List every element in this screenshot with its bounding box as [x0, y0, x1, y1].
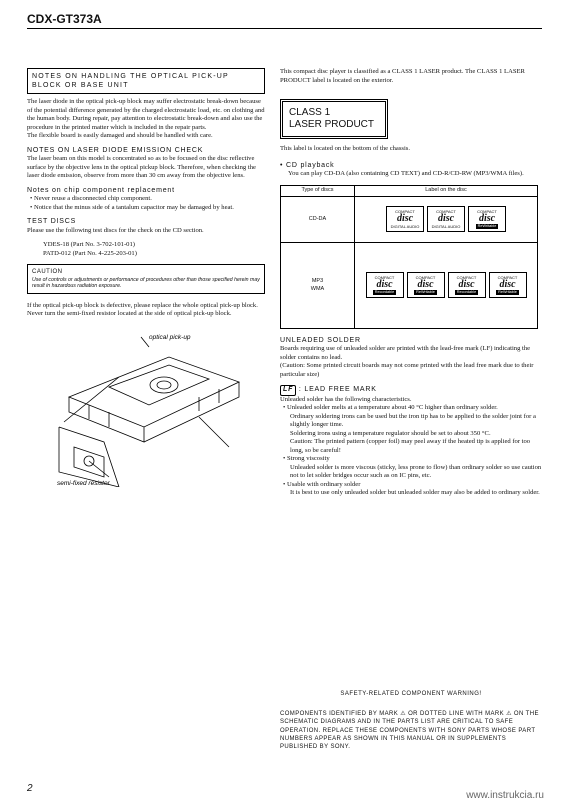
- laser-text: The laser beam on this model is concentrated so as to be focused on the disc reflective surface by the objective lens in the optical pickup block. Therefore, when checking the laser diode emission, observe from more than 30 cm away from the objective lens.: [27, 155, 256, 179]
- chip-item: • Notice that the minus side of a tantalum capacitor may be damaged by heat.: [30, 203, 234, 211]
- caution-title: CAUTION: [32, 269, 63, 275]
- watermark: www.instrukcia.ru: [466, 790, 544, 801]
- unleaded-title: UNLEADED SOLDER: [280, 336, 361, 344]
- lf-item: • Strong viscosity: [283, 455, 330, 462]
- cd-r-logo-icon: COMPACT disc Recordable: [448, 272, 486, 298]
- cd-playback-text: You can play CD-DA (also containing CD TEXT) and CD-R/CD-RW (MP3/WMA files).: [288, 170, 524, 177]
- chip-item: • Never reuse a disconnected chip component.: [30, 195, 152, 202]
- left-column: [27, 68, 265, 487]
- lf-item: • Unleaded solder melts at a temperature about 40 °C higher than ordinary solder.: [283, 404, 498, 411]
- cd-rw-logo-icon: COMPACT disc ReWritable: [468, 206, 506, 232]
- lead-free-icon: LF: [280, 385, 296, 396]
- chip-title: Notes on chip component replacement: [27, 186, 175, 194]
- pickup-diagram: [49, 327, 249, 487]
- handling-box-title: NOTES ON HANDLING THE OPTICAL PICK-UP BLOCK OR BASE UNIT: [27, 68, 265, 94]
- cd-r-logo-icon: COMPACT disc Recordable: [366, 272, 404, 298]
- row-mp3-type: MP3 WMA: [281, 242, 355, 328]
- row-cdda-logos: [355, 196, 538, 242]
- cd-playback-title: • CD playback: [280, 161, 335, 169]
- cd-text-logo-icon: COMPACT disc DIGITAL AUDIO: [427, 206, 465, 232]
- label-location-text: This label is located on the bottom of the chassis.: [280, 145, 411, 152]
- lf-item: Caution: The printed pattern (copper foil) may peel away if the heated tip is applied for too long, so be careful!: [290, 438, 531, 454]
- lf-item: Soldering irons using a temperature regulator should be set to about 350 °C.: [290, 429, 491, 437]
- test-discs-text: Please use the following test discs for the check on the CD section.: [27, 226, 204, 234]
- lf-title: : LEAD FREE MARK: [298, 386, 377, 393]
- diagram-label-resistor: semi-fixed resistor: [57, 479, 110, 487]
- test-disc-item: YDES-18 (Part No. 3-702-101-01): [43, 241, 135, 248]
- lf-heading: [280, 385, 542, 396]
- row-cdda-type: CD-DA: [281, 196, 355, 242]
- pickup-replace-text: If the optical pick-up block is defective, please replace the whole optical pick-up block.: [27, 301, 258, 309]
- header-rule: [27, 28, 542, 29]
- test-disc-item: PATD-012 (Part No. 4-225-203-01): [43, 249, 137, 257]
- resistor-text: Never turn the semi-fixed resistor located at the side of optical pick-up block.: [27, 310, 232, 317]
- class-1-label: [280, 99, 388, 139]
- class-label-line1: CLASS 1: [289, 107, 331, 118]
- caution-text: Use of controls or adjustments or performance of procedures other than those specified herein may result in hazardous radiation exposure.: [32, 276, 260, 289]
- unleaded-caution: (Caution: Some printed circuit boards may not come printed with the lead free mark due to their particular size): [280, 362, 534, 378]
- right-column: [280, 68, 542, 498]
- table-header-label: Label on the disc: [355, 185, 538, 196]
- cd-logo-icon: COMPACT disc DIGITAL AUDIO: [386, 206, 424, 232]
- cd-rw-logo-icon: COMPACT disc ReWritable: [489, 272, 527, 298]
- test-discs-title: TEST DISCS: [27, 218, 77, 225]
- lf-item: It is best to use only unleaded solder but unleaded solder may also be added to ordinary solder.: [290, 489, 540, 496]
- class-label-line2: LASER PRODUCT: [289, 119, 375, 130]
- lf-item: • Usable with ordinary solder: [283, 480, 361, 488]
- laser-title: NOTES ON LASER DIODE EMISSION CHECK: [27, 146, 204, 154]
- cd-rw-logo-icon: COMPACT disc ReWritable: [407, 272, 445, 298]
- lf-intro: Unleaded solder has the following characteristics.: [280, 395, 412, 403]
- safety-title: SAFETY-RELATED COMPONENT WARNING!: [340, 691, 482, 697]
- safety-text: COMPONENTS IDENTIFIED BY MARK ⚠ OR DOTTED LINE WITH MARK ⚠ ON THE SCHEMATIC DIAGRAMS AND IN THE PARTS LIST ARE CRITICAL TO SAFE OPERATION. REPLACE THESE COMPONENTS WITH SONY PARTS WHOSE PART NUMBERS APPEAR AS SHOWN IN THIS MANUAL OR IN SUPPLEMENTS PUBLISHED BY SONY.: [280, 711, 539, 751]
- flexible-board-text: The flexible board is easily damaged and should be handled with care.: [27, 132, 213, 139]
- model-title: CDX-GT373A: [27, 12, 102, 26]
- disc-type-table: [280, 185, 538, 329]
- page-number: 2: [27, 783, 33, 794]
- unleaded-text: Boards requiring use of unleaded solder are printed with the lead-free mark (LF) indicating the solder contains no lead.: [280, 345, 531, 361]
- safety-warning: [280, 690, 542, 751]
- diagram-label-pickup: optical pick-up: [149, 333, 191, 341]
- lf-item: Ordinary soldering irons can be used but the iron tip has to be applied to the solder joint for a slightly longer time.: [290, 412, 536, 428]
- caution-box: [27, 264, 265, 294]
- class-text: This compact disc player is classified as a CLASS 1 LASER product. The CLASS 1 LASER PRODUCT label is located on the exterior.: [280, 68, 525, 84]
- lf-item: Unleaded solder is more viscous (sticky, less prone to flow) than ordinary solder so use caution not to let solder bridges occur such as on IC pins, etc.: [290, 463, 542, 479]
- row-mp3-logos: [355, 242, 538, 328]
- pickup-illustration: [49, 327, 249, 487]
- table-header-type: Type of discs: [281, 185, 355, 196]
- handling-text: The laser diode in the optical pick-up block may suffer electrostatic break-down because of the potential difference generated by the charged electrostatic load, etc. on clothing and the human body. During repair, pay attention to electrostatic break-down and also use the procedure in the printed matter which is included in the repair parts.: [27, 98, 265, 131]
